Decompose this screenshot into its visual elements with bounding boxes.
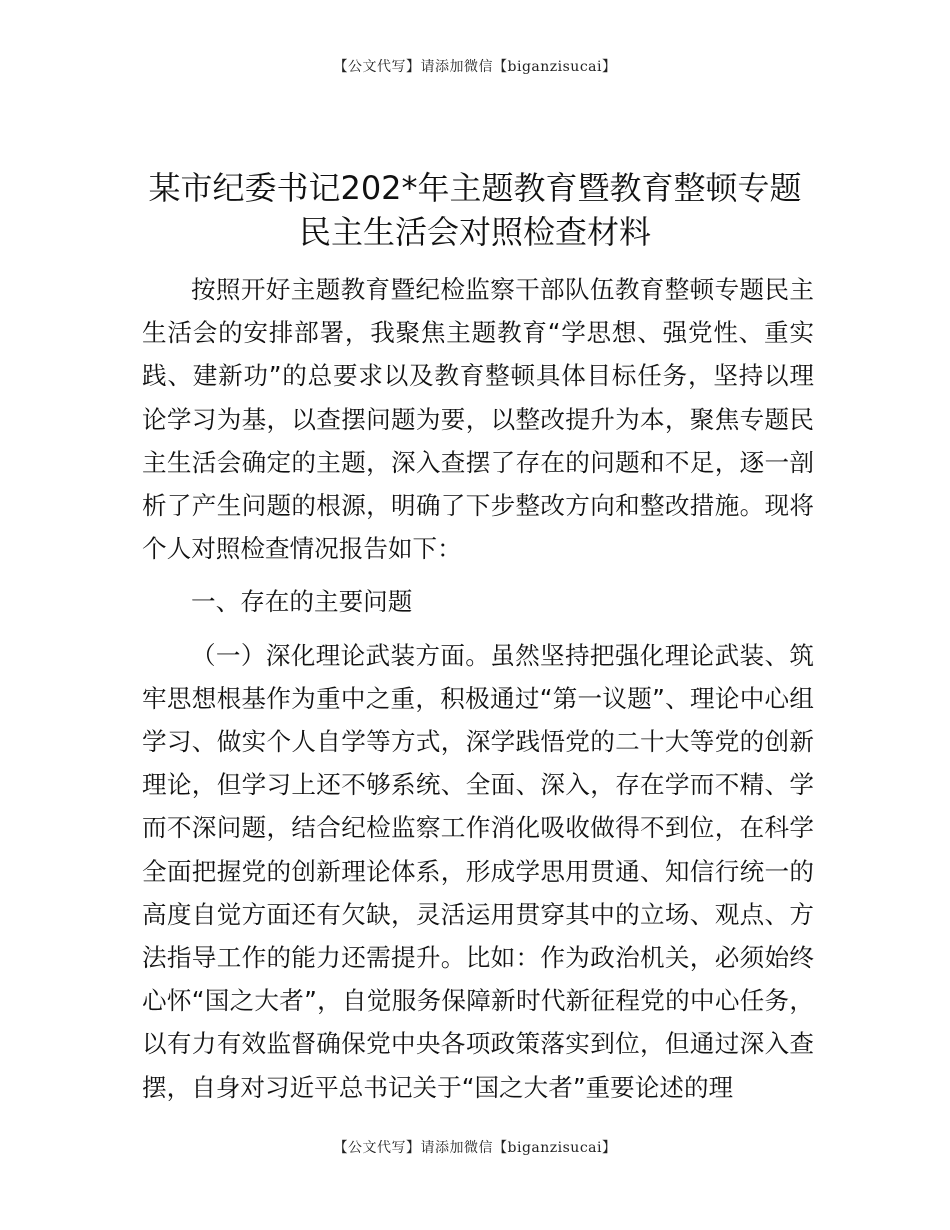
- body-paragraph: （一）深化理论武装方面。虽然坚持把强化理论武装、筑牢思想根基作为重中之重，积极通过“第一议题”、理论中心组学习、做实个人自学等方式，深学践悟党的二十大等党的创新理论，但学习上还不够系统、全面、深入，存在学而不精、学而不深问题，结合纪检监察工作消化吸收做得不到位，在科学全面把握党的创新理论体系，形成学思用贯通、知信行统一的高度自觉方面还有欠缺，灵活运用贯穿其中的立场、观点、方法指导工作的能力还需提升。比如：作为政治机关，必须始终心怀“国之大者”，自觉服务保障新时代新征程党的中心任务，以有力有效监督确保党中央各项政策落实到位，但通过深入查摆，自身对习近平总书记关于“国之大者”重要论述的理: [142, 640, 814, 1102]
- title-line-1: 某市纪委书记202*年主题教育暨教育整顿专题: [148, 169, 802, 207]
- header-contact-note: 【公文代写】请添加微信【biganzisucai】: [333, 59, 617, 75]
- document-title: [120, 166, 830, 254]
- document-body: [142, 268, 814, 1109]
- section-heading: 一、存在的主要问题: [191, 587, 413, 617]
- footer-contact-note: 【公文代写】请添加微信【biganzisucai】: [333, 1140, 617, 1156]
- title-line-2: 民主生活会对照检查材料: [298, 213, 651, 251]
- intro-paragraph: 按照开好主题教育暨纪检监察干部队伍教育整顿专题民主生活会的安排部署，我聚焦主题教育“学思想、强党性、重实践、建新功”的总要求以及教育整顿具体目标任务，坚持以理论学习为基，以查摆问题为要，以整改提升为本，聚焦专题民主生活会确定的主题，深入查摆了存在的问题和不足，逐一剖析了产生问题的根源，明确了下步整改方向和整改措施。现将个人对照检查情况报告如下：: [142, 275, 814, 564]
